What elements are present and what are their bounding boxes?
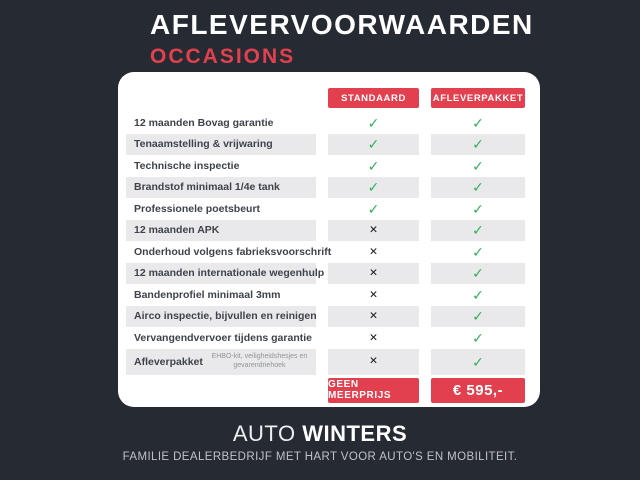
check-icon: ✓ — [367, 157, 380, 174]
afleverpakket-mark-cell — [431, 220, 525, 242]
cross-icon: ✕ — [369, 331, 378, 344]
row-label: Professionele poetsbeurt — [134, 202, 261, 215]
standaard-mark-cell — [328, 134, 419, 156]
price-badge-afleverpakket: € 595,- — [431, 378, 525, 403]
standaard-mark-cell — [328, 112, 419, 134]
standaard-mark-cell — [328, 220, 419, 242]
check-icon: ✓ — [367, 114, 380, 131]
standaard-mark-cell — [328, 155, 419, 177]
dealer-name — [0, 422, 640, 446]
row-label-cell — [126, 220, 316, 242]
dealer-tagline: FAMILIE DEALERBEDRIJF MET HART VOOR AUTO'S EN MOBILITEIT. — [122, 451, 518, 464]
row-label-cell — [126, 349, 316, 375]
standaard-mark-cell — [328, 284, 419, 306]
price-row — [126, 378, 526, 403]
cross-icon: ✕ — [369, 355, 378, 368]
price-spacer — [126, 378, 316, 403]
dealer-name-regular: AUTO — [232, 421, 296, 446]
check-icon: ✓ — [472, 200, 484, 217]
row-label-cell — [126, 263, 325, 285]
row-label-cell — [126, 284, 316, 306]
row-label-cell — [126, 155, 316, 177]
afleverpakket-mark-cell — [431, 241, 525, 263]
standaard-mark-cell — [328, 349, 419, 375]
page-subtitle: OCCASIONS — [150, 45, 296, 68]
page-title-block — [150, 11, 534, 67]
table-row — [126, 241, 526, 263]
column-header-row — [126, 88, 526, 108]
check-icon: ✓ — [472, 265, 484, 282]
cross-icon: ✕ — [369, 288, 378, 301]
check-icon: ✓ — [472, 329, 484, 346]
conditions-card — [118, 72, 540, 407]
check-icon: ✓ — [472, 243, 484, 260]
cross-icon: ✕ — [369, 310, 378, 322]
check-icon: ✓ — [367, 179, 380, 196]
column-badge-afleverpakket: AFLEVERPAKKET — [431, 88, 525, 108]
afleverpakket-mark-cell — [431, 349, 525, 375]
header-spacer — [126, 88, 316, 108]
row-label-cell — [126, 134, 316, 156]
afleverpakket-mark-cell — [431, 134, 525, 156]
row-label-cell — [126, 177, 316, 199]
table-row — [126, 327, 526, 349]
page-title: AFLEVERVOORWAARDEN — [150, 9, 534, 40]
price-badge-standaard: GEEN MEERPRIJS — [328, 378, 419, 403]
row-label: 12 maanden APK — [134, 224, 220, 237]
row-label: Brandstof minimaal 1/4e tank — [134, 181, 280, 194]
check-icon: ✓ — [472, 136, 484, 153]
table-body — [126, 112, 526, 375]
afleverpakket-mark-cell — [431, 306, 525, 328]
column-badge-standaard: STANDAARD — [328, 88, 419, 108]
afleverpakket-mark-cell — [431, 284, 525, 306]
cross-icon: ✕ — [369, 267, 378, 279]
table-row — [126, 198, 526, 220]
check-icon: ✓ — [472, 308, 484, 325]
row-label: Tenaamstelling & vrijwaring — [134, 138, 273, 151]
table-row — [126, 306, 526, 328]
table-row — [126, 220, 526, 242]
check-icon: ✓ — [472, 114, 484, 131]
afleverpakket-mark-cell — [431, 112, 525, 134]
standaard-mark-cell — [328, 241, 419, 263]
check-icon: ✓ — [472, 222, 484, 239]
check-icon: ✓ — [367, 200, 380, 217]
table-row — [126, 112, 526, 134]
afleverpakket-mark-cell — [431, 327, 525, 349]
row-label-cell — [126, 306, 316, 328]
afleverpakket-mark-cell — [431, 263, 525, 285]
standaard-mark-cell — [328, 263, 419, 285]
cross-icon: ✕ — [369, 245, 378, 258]
row-label-cell — [126, 327, 316, 349]
row-label: 12 maanden Bovag garantie — [134, 116, 274, 129]
row-label: Technische inspectie — [134, 159, 240, 172]
row-label: Bandenprofiel minimaal 3mm — [134, 288, 281, 301]
row-label: Afleverpakket — [134, 355, 203, 368]
row-label: Vervangendvervoer tijdens garantie — [134, 331, 312, 344]
standaard-mark-cell — [328, 327, 419, 349]
check-icon: ✓ — [472, 353, 484, 370]
row-label-cell — [126, 241, 332, 263]
afleverpakket-mark-cell — [431, 177, 525, 199]
check-icon: ✓ — [367, 136, 380, 153]
table-row — [126, 155, 526, 177]
row-label-cell — [126, 198, 316, 220]
row-label-cell — [126, 112, 316, 134]
table-row — [126, 263, 526, 285]
dealer-brand-block — [0, 422, 640, 463]
row-label: 12 maanden internationale wegenhulp — [134, 267, 325, 280]
afleverpakket-mark-cell — [431, 155, 525, 177]
row-label: Onderhoud volgens fabrieksvoorschrift — [134, 245, 332, 258]
afleverpakket-mark-cell — [431, 198, 525, 220]
table-row — [126, 349, 526, 375]
standaard-mark-cell — [328, 177, 419, 199]
table-row — [126, 134, 526, 156]
standaard-mark-cell — [328, 198, 419, 220]
dealer-name-bold: WINTERS — [302, 421, 408, 446]
cross-icon: ✕ — [369, 224, 378, 236]
check-icon: ✓ — [472, 286, 484, 303]
table-row — [126, 177, 526, 199]
standaard-mark-cell — [328, 306, 419, 328]
check-icon: ✓ — [472, 157, 484, 174]
check-icon: ✓ — [472, 179, 484, 196]
row-note: EHBO-kit, veiligheidshesjes en gevarendriehoek — [211, 353, 308, 369]
row-label: Airco inspectie, bijvullen en reinigen — [134, 310, 317, 323]
table-row — [126, 284, 526, 306]
